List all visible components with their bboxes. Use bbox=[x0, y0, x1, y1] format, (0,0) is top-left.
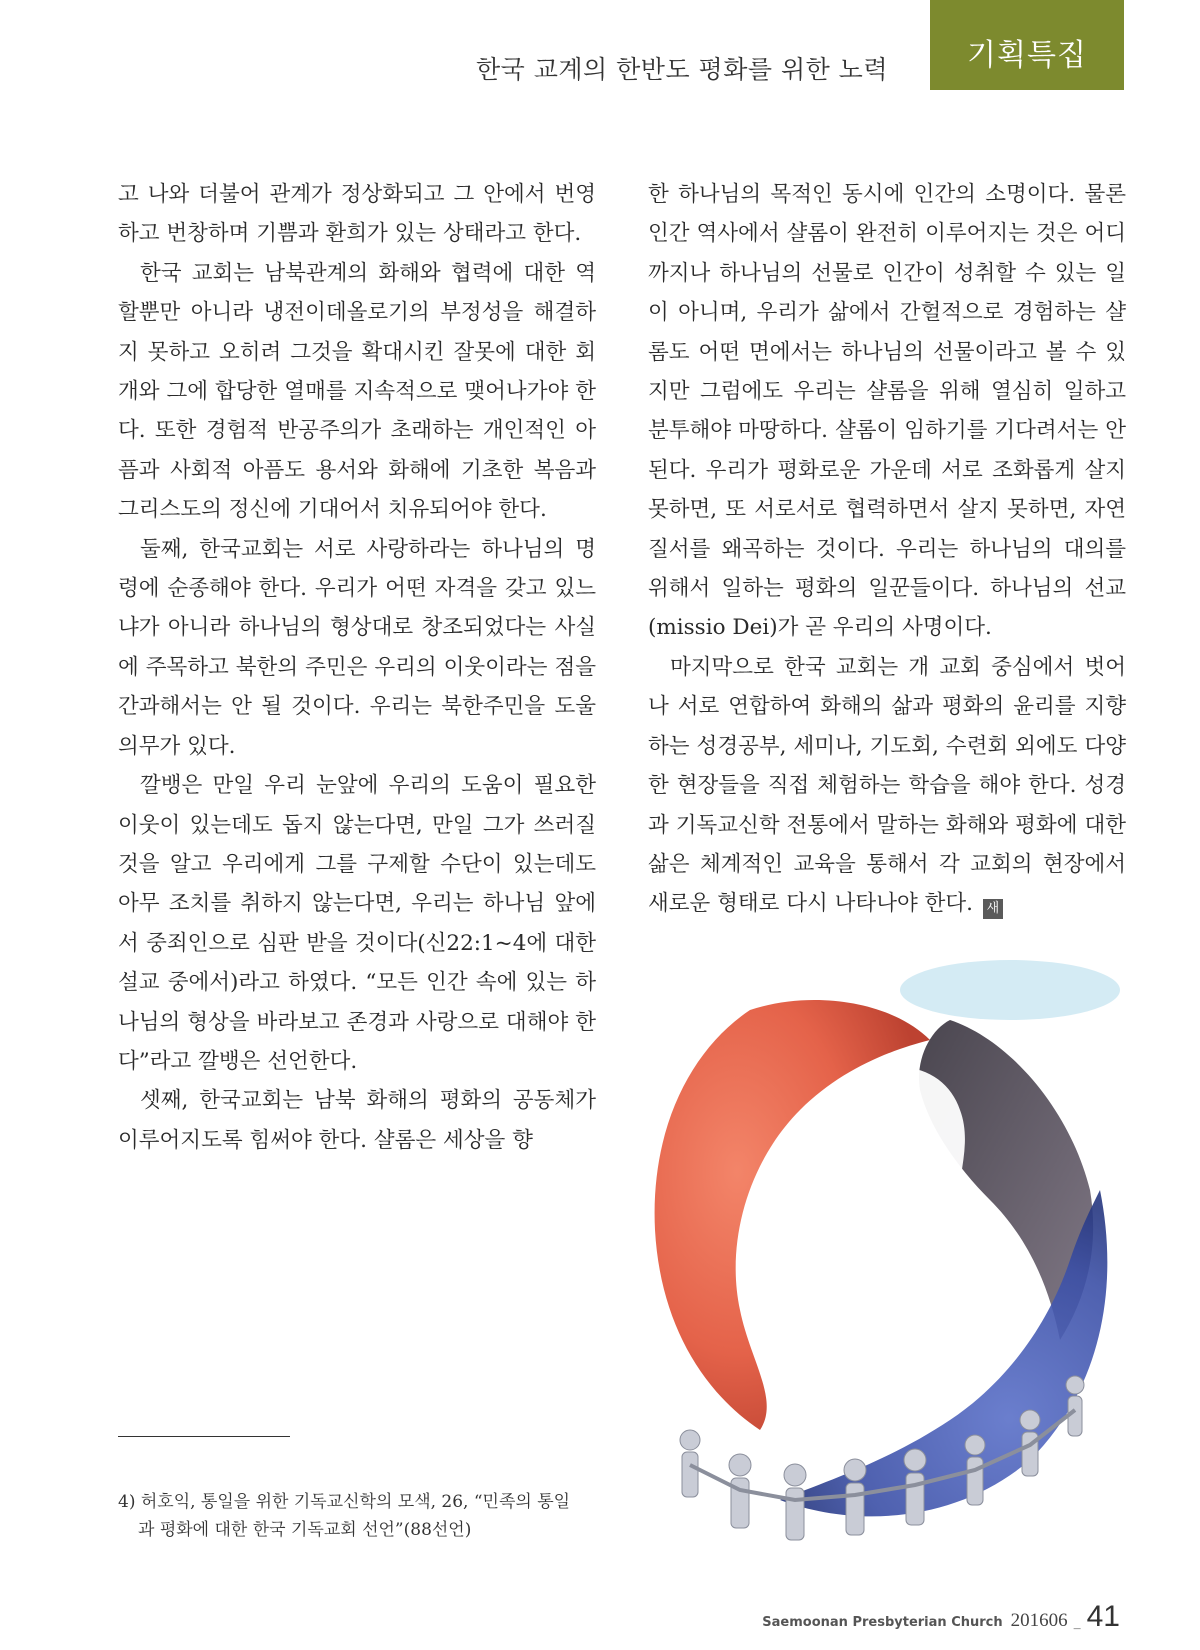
korean-peninsula-illustration bbox=[630, 960, 1130, 1560]
paragraph-text: 마지막으로 한국 교회는 개 교회 중심에서 벗어나 서로 연합하여 화해의 삶과 평화의 윤리를 지향하는 성경공부, 세미나, 기도회, 수련회 외에도 다양한 현장들을 직접 체험하는 학습을 해야 한다. 성경과 기독교신학 전통에서 말하는 화해와 평화에 대한 삶은 체계적인 교육을 통해서 각 교회의 현장에서 새로운 형태로 다시 나타나야 한다. bbox=[648, 654, 1126, 917]
white-peninsula-shape bbox=[813, 1067, 965, 1388]
paragraph: 깔뱅은 만일 우리 눈앞에 우리의 도움이 필요한 이웃이 있는데도 돕지 않는다면, 만일 그가 쓰러질 것을 알고 우리에게 그를 구제할 수단이 있는데도 아무 조치를 취하지 않는다면, 우리는 하나님 앞에서 중죄인으로 심판 받을 것이다(신22:1~4에 대한 설교 중에서)라고 하였다. “모든 인간 속에 있는 하나님의 형상을 바라보고 존경과 사랑으로 대해야 한다”라고 깔뱅은 선언한다. bbox=[118, 773, 596, 1074]
section-tab: 기획특집 bbox=[930, 0, 1124, 90]
footer-organization: Saemoonan Presbyterian Church bbox=[762, 1615, 1003, 1630]
footnote bbox=[118, 1488, 596, 1544]
paragraph: 고 나와 더불어 관계가 정상화되고 그 안에서 번영하고 번창하며 기쁨과 환희가 있는 상태라고 한다. bbox=[118, 182, 596, 247]
sky-wash bbox=[900, 960, 1120, 1020]
footnote-line: 과 평화에 대한 한국 기독교회 선언”(88선언) bbox=[138, 1520, 472, 1540]
page-number: 41 bbox=[1086, 1600, 1120, 1633]
paragraph: 한 하나님의 목적인 동시에 인간의 소명이다. 물론 인간 역사에서 샬롬이 완전히 이루어지는 것은 어디까지나 하나님의 선물로 인간이 성취할 수 있는 일이 아니며, 우리가 삶에서 간헐적으로 경험하는 샬롬도 어떤 면에서는 하나님의 선물이라고 볼 수 있지만 그럼에도 우리는 샬롬을 위해 열심히 일하고 분투해야 마땅하다. 샬롬이 임하기를 기다려서는 안 된다. 우리가 평화로운 가운데 서로 조화롭게 살지 못하면, 또 서로서로 협력하면서 살지 못하면, 자연 질서를 왜곡하는 것이다. 우리는 하나님의 대의를 위해서 일하는 평화의 일꾼들이다. 하나님의 선교(missio Dei)가 곧 우리의 사명이다. bbox=[648, 182, 1126, 641]
page-footer bbox=[762, 1600, 1120, 1634]
right-text-column bbox=[648, 175, 1126, 924]
paragraph: 둘째, 한국교회는 서로 사랑하라는 하나님의 명령에 순종해야 한다. 우리가 어떤 자격을 갖고 있느냐가 아니라 하나님의 형상대로 창조되었다는 사실에 주목하고 북한의 주민은 우리의 이웃이라는 점을 간과해서는 안 될 것이다. 우리는 북한주민을 도울 의무가 있다. bbox=[118, 536, 596, 759]
end-mark-icon: 새 bbox=[983, 899, 1003, 919]
paragraph-last bbox=[648, 648, 1126, 924]
left-text-column bbox=[118, 175, 596, 1160]
running-header-title: 한국 교계의 한반도 평화를 위한 노력 bbox=[476, 55, 888, 84]
footnote-divider bbox=[118, 1436, 290, 1437]
paper-figure bbox=[680, 1430, 700, 1497]
paragraph: 셋째, 한국교회는 남북 화해의 평화의 공동체가 이루어지도록 힘써야 한다. 샬롬은 세상을 향 bbox=[118, 1088, 596, 1153]
footnote-line: 4) 허호익, 통일을 위한 기독교신학의 모색, 26, “민족의 통일 bbox=[118, 1492, 571, 1512]
footer-separator: _ bbox=[1073, 1614, 1081, 1630]
paragraph: 한국 교회는 남북관계의 화해와 협력에 대한 역할뿐만 아니라 냉전이데올로기의 부정성을 해결하지 못하고 오히려 그것을 확대시킨 잘못에 대한 회개와 그에 합당한 열매를 지속적으로 맺어나가야 한다. 또한 경험적 반공주의가 초래하는 개인적인 아픔과 사회적 아픔도 용서와 화해에 기초한 복음과 그리스도의 정신에 기대어서 치유되어야 한다. bbox=[118, 260, 596, 523]
paper-figure bbox=[1066, 1376, 1084, 1436]
footer-issue: 201606 bbox=[1010, 1610, 1068, 1631]
